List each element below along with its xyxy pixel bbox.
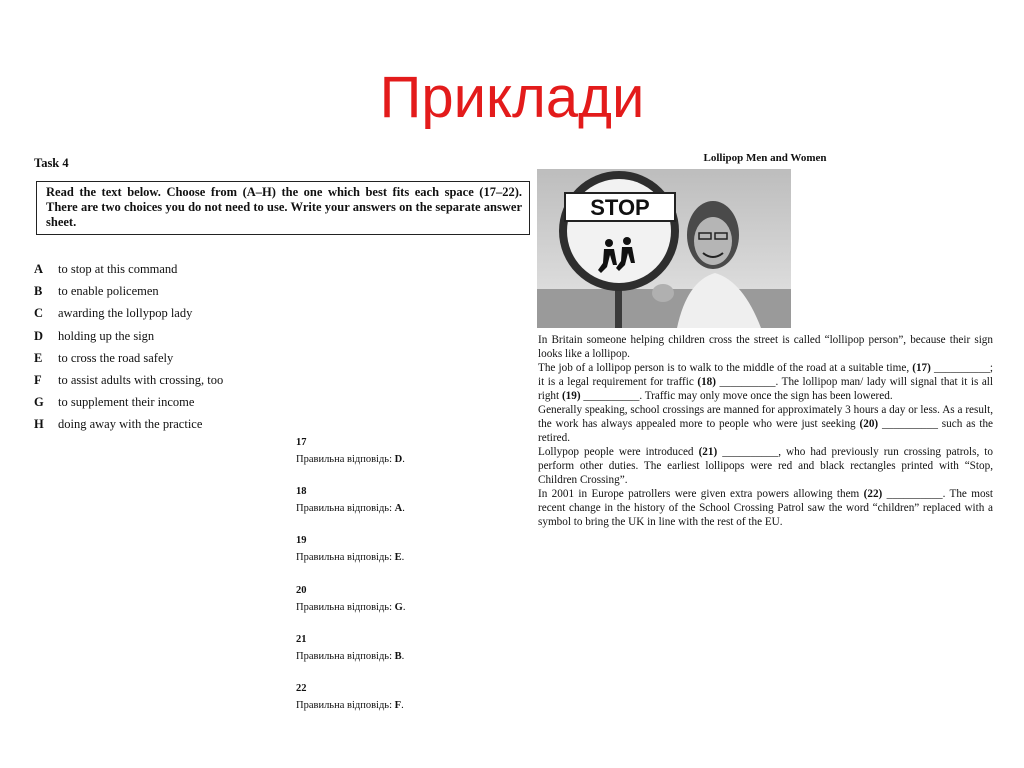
gap-label: (20) — [859, 418, 879, 430]
gap-blank: __________ — [886, 488, 943, 500]
lollipop-person-photo — [537, 169, 791, 328]
answer-item: 17 Правильна відповідь: D. — [296, 437, 405, 465]
answer-letter: E — [394, 552, 402, 564]
answer-number: 20 — [296, 584, 307, 596]
answer-letter: D — [394, 454, 403, 465]
answer-item: 20 Правильна відповідь: G. — [296, 584, 406, 613]
article-title: Lollipop Men and Women — [703, 152, 827, 164]
answer-prefix: Правильна відповідь: — [296, 650, 393, 662]
gap-blank: __________ — [882, 418, 938, 430]
option-item: E to cross the road safely — [34, 350, 174, 365]
gap-blank: __________ — [583, 390, 640, 402]
gap-label: (22) — [863, 488, 883, 500]
gap-label: (19) — [561, 390, 581, 402]
answer-item: 21 Правильна відповідь: B. — [296, 633, 405, 662]
article-paragraph: Generally speaking, school crossings are manned for approximately 3 hours a day or less. As a result, the work has always appealed more to people who were just seeking (20) __________ such as the retired. — [538, 404, 993, 444]
gap-blank: __________ — [719, 376, 776, 388]
article-paragraph: The job of a lollipop person is to walk to the middle of the road at a suitable time, (17) __________; it is a legal requirement for traffic (18) __________. The lollipop man/ lady will signal that it is all right (19) __________. Traffic may only move once the sign has been lowered. — [538, 362, 994, 402]
article-paragraph: Lollypop people were introduced (21) __________, who had previously run crossing patrols, to perform other duties. The earliest lollipops were red and black rectangles printed with “Stop, Children Crossing”. — [538, 446, 994, 486]
slide-title: Приклади — [379, 65, 645, 130]
answer-prefix: Правильна відповідь: — [296, 552, 393, 564]
article-paragraph: In 2001 in Europe patrollers were given extra powers allowing them (22) __________. The most recent change in the history of the School Crossing Patrol saw the word “children” replaced with a symbol to bring the UK in line with the rest of the EU. — [538, 488, 994, 528]
photo-illustration — [537, 169, 791, 328]
answer-prefix: Правильна відповідь: — [296, 699, 393, 711]
task-label: Task 4 — [34, 156, 69, 170]
answer-letter: F — [394, 699, 402, 711]
option-item: F to assist adults with crossing, too — [34, 372, 224, 387]
answer-number: 22 — [296, 682, 307, 694]
option-item: A to stop at this command — [34, 262, 178, 276]
option-item: H doing away with the practice — [34, 417, 203, 432]
answer-prefix: Правильна відповідь: — [296, 454, 393, 465]
answer-prefix: Правильна відповідь: — [296, 601, 393, 613]
answer-item: 22 Правильна відповідь: F. — [296, 682, 404, 711]
sign-text: STOP — [590, 195, 650, 220]
options-list — [34, 261, 334, 439]
answer-prefix: Правильна відповідь: — [296, 503, 393, 515]
answer-item: 18 Правильна відповідь: A. — [296, 486, 405, 515]
option-item: G to supplement their income — [34, 395, 195, 410]
answer-letter: A — [394, 503, 403, 515]
option-item: B to enable policemen — [34, 284, 159, 299]
answer-number: 18 — [296, 486, 307, 498]
article-text — [538, 333, 993, 529]
gap-blank: __________ — [722, 446, 779, 458]
option-item: C awarding the lollypop lady — [34, 306, 193, 321]
gap-label: (21) — [698, 446, 718, 458]
answer-item: 19 Правильна відповідь: E. — [296, 535, 405, 564]
answer-number: 21 — [296, 633, 307, 645]
article-paragraph: In Britain someone helping children cross the street is called “lollipop person”, because their sign looks like a lollipop. — [538, 334, 993, 360]
answer-letter: G — [394, 601, 403, 613]
answer-number: 19 — [296, 535, 307, 547]
answers-list — [296, 436, 405, 731]
answer-letter: B — [394, 650, 402, 662]
instructions-box: Read the text below. Choose from (A–H) the one which best fits each space (17–22). There are two choices you do not need to use. Write your answers on the separate answer sheet. — [36, 181, 530, 235]
gap-label: (17) — [912, 362, 931, 374]
gap-blank: __________ — [933, 362, 990, 374]
option-item: D holding up the sign — [34, 328, 155, 343]
gap-label: (18) — [697, 376, 716, 388]
answer-number: 17 — [296, 437, 307, 448]
